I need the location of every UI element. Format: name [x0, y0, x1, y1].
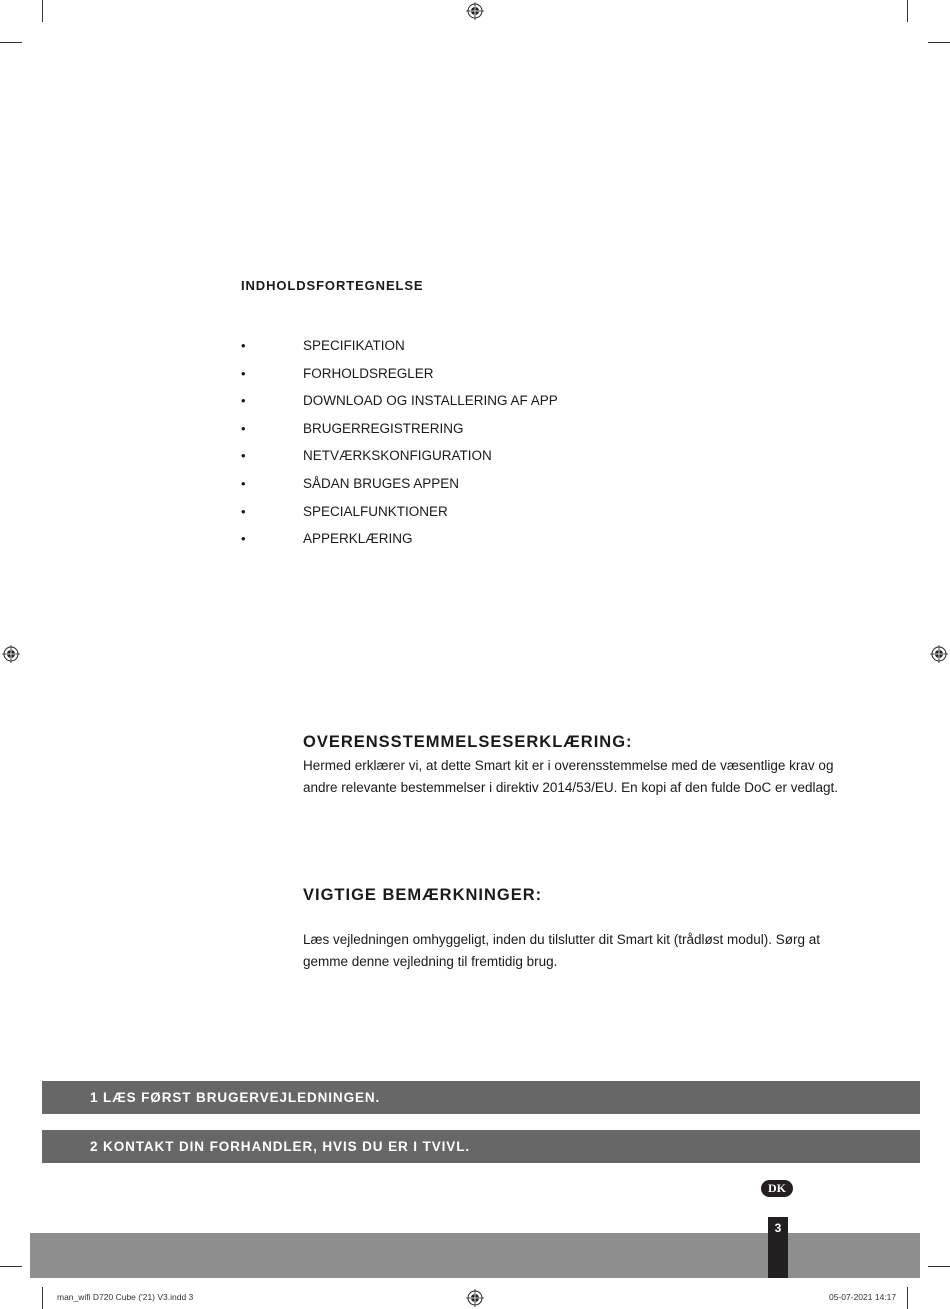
toc-item-label: FORHOLDSREGLER	[303, 365, 434, 381]
crop-mark-top-right	[907, 0, 908, 22]
notes-body: Læs vejledningen omhyggeligt, inden du tilslutter dit Smart kit (trådløst modul). Sørg at gemme denne vejledning til fremtidig brug.	[303, 932, 820, 969]
toc-item-label: SPECIALFUNKTIONER	[303, 503, 448, 519]
notes-heading: VIGTIGE BEMÆRKNINGER:	[303, 886, 543, 904]
crop-mark-top-left-h	[0, 42, 22, 43]
crop-mark-top-right-h	[928, 42, 950, 43]
crop-mark-bottom-right	[907, 1287, 908, 1309]
page-number: 3	[768, 1217, 788, 1278]
slug-filename: man_wifi D720 Cube ('21) V3.indd 3	[57, 1292, 194, 1302]
bullet-icon: •	[241, 503, 246, 519]
registration-mark-bottom-icon	[466, 1289, 484, 1307]
instruction-bar-read-manual: 1 LÆS FØRST BRUGERVEJLEDNINGEN.	[42, 1081, 920, 1114]
bullet-icon: •	[241, 393, 246, 409]
crop-mark-bottom-left-h	[0, 1266, 22, 1267]
toc-item-label: DOWNLOAD OG INSTALLERING AF APP	[303, 393, 558, 409]
registration-mark-top-icon	[466, 2, 484, 20]
bullet-icon: •	[241, 420, 246, 436]
registration-mark-left-icon	[2, 645, 20, 663]
conformity-body: Hermed erklærer vi, at dette Smart kit er i overensstemmelse med de væsentlige krav og andre relevante bestemmelser i direktiv 2014/53/EU. En kopi af den fulde DoC er vedlagt.	[303, 758, 839, 795]
bullet-icon: •	[241, 448, 246, 464]
toc-item-label: SÅDAN BRUGES APPEN	[303, 475, 460, 491]
toc-item-label: NETVÆRKSKONFIGURATION	[303, 448, 492, 464]
language-badge: DK	[761, 1180, 793, 1197]
bullet-icon: •	[241, 531, 246, 547]
registration-mark-right-icon	[930, 645, 948, 663]
crop-mark-bottom-left	[42, 1287, 43, 1309]
instruction-bar-contact-dealer: 2 KONTAKT DIN FORHANDLER, HVIS DU ER I TVIVL.	[42, 1130, 920, 1163]
toc-item-label: SPECIFIKATION	[303, 338, 405, 353]
bullet-icon: •	[241, 475, 246, 491]
crop-mark-bottom-right-h	[928, 1266, 950, 1267]
toc-title: INDHOLDSFORTEGNELSE	[241, 278, 424, 293]
toc-item-label: BRUGERREGISTRERING	[303, 420, 464, 436]
slug-datetime: 05-07-2021 14:17	[829, 1292, 897, 1302]
conformity-heading: OVERENSSTEMMELSESERKLÆRING:	[303, 733, 633, 751]
bullet-icon: •	[241, 365, 246, 381]
toc-item-label: APPERKLÆRING	[303, 531, 413, 547]
crop-mark-top-left	[42, 0, 43, 22]
bullet-icon: •	[241, 338, 246, 353]
